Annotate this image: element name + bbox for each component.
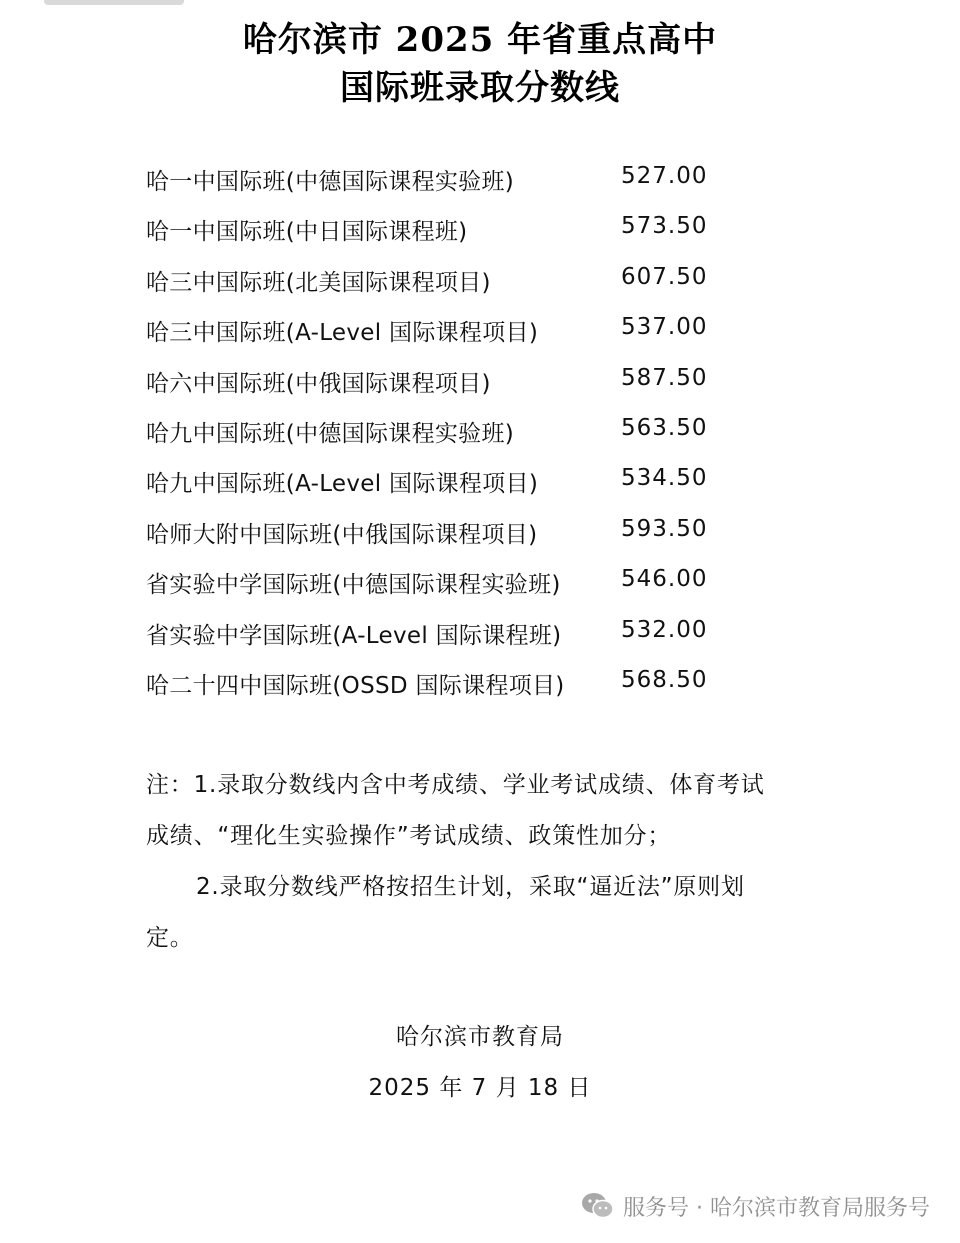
cutoff-score: 563.50 xyxy=(621,414,708,441)
program-name: 哈六中国际班(中俄国际课程项目) xyxy=(146,370,491,397)
cutoff-score: 607.50 xyxy=(621,263,708,290)
wechat-icon xyxy=(581,1191,615,1221)
page-title-line2: 国际班录取分数线 xyxy=(340,68,620,108)
cutoff-score: 532.00 xyxy=(621,616,708,643)
cutoff-score: 527.00 xyxy=(621,163,708,189)
list-item xyxy=(146,208,746,258)
account-watermark xyxy=(581,1188,930,1224)
note-line-2: 成绩、“理化生实验操作”考试成绩、政策性加分； xyxy=(146,823,672,849)
watermark-text: 服务号 · 哈尔滨市教育局服务号 xyxy=(623,1195,930,1221)
list-item xyxy=(146,158,746,208)
top-scroll-tab xyxy=(44,0,184,5)
list-item xyxy=(146,561,746,611)
program-name: 哈三中国际班(北美国际课程项目) xyxy=(146,269,491,296)
cutoff-score: 537.00 xyxy=(621,314,708,341)
note-line-4: 定。 xyxy=(146,925,194,951)
list-item xyxy=(146,662,746,712)
program-name: 哈一中国际班(中德国际课程实验班) xyxy=(146,169,515,195)
list-item xyxy=(146,612,746,662)
note-line-1: 注：1.录取分数线内含中考成绩、学业考试成绩、体育考试 xyxy=(146,772,765,798)
program-name: 省实验中学国际班(A-Level 国际课程班) xyxy=(146,622,562,649)
cutoff-score: 546.00 xyxy=(621,566,708,593)
page-title-line1: 哈尔滨市 2025 年省重点高中 xyxy=(242,20,718,60)
program-name: 哈九中国际班(中德国际课程实验班) xyxy=(146,420,515,447)
cutoff-score: 534.50 xyxy=(621,465,708,492)
cutoff-score: 587.50 xyxy=(621,364,708,391)
program-name: 哈九中国际班(A-Level 国际课程项目) xyxy=(146,471,539,498)
list-item xyxy=(146,360,746,410)
list-item xyxy=(146,410,746,460)
issue-date: 2025 年 7 月 18 日 xyxy=(368,1075,592,1101)
list-item xyxy=(146,309,746,359)
note-line-3: 2.录取分数线严格按招生计划，采取“逼近法”原则划 xyxy=(196,874,745,900)
list-item xyxy=(146,460,746,510)
program-name: 哈师大附中国际班(中俄国际课程项目) xyxy=(146,521,538,548)
list-item xyxy=(146,259,746,309)
program-name: 哈一中国际班(中日国际课程班) xyxy=(146,219,468,246)
cutoff-score: 573.50 xyxy=(621,213,708,240)
program-name: 哈三中国际班(A-Level 国际课程项目) xyxy=(146,320,539,347)
list-item xyxy=(146,511,746,561)
issuer-name: 哈尔滨市教育局 xyxy=(396,1024,564,1050)
program-name: 省实验中学国际班(中德国际课程实验班) xyxy=(146,572,561,599)
program-name: 哈二十四中国际班(OSSD 国际课程项目) xyxy=(146,672,565,699)
cutoff-score: 568.50 xyxy=(621,666,708,693)
cutoff-score: 593.50 xyxy=(621,515,708,542)
score-list xyxy=(146,158,746,712)
